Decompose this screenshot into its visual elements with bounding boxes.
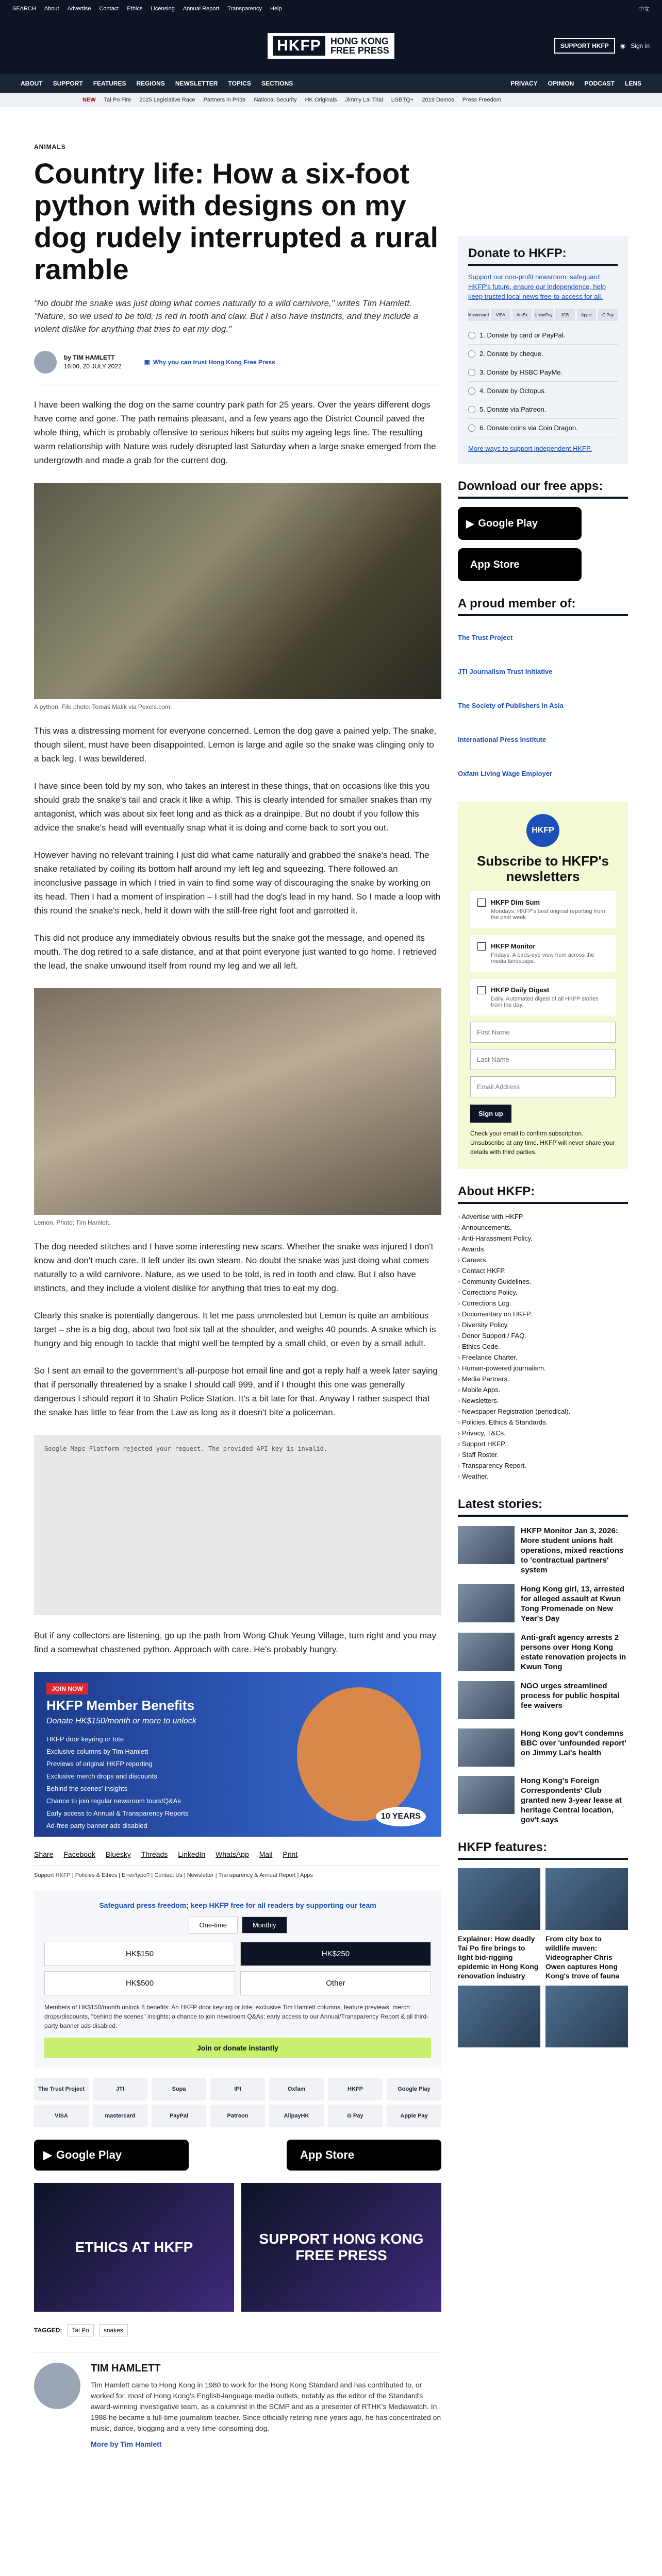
sign-up-button[interactable]: Sign up: [470, 1105, 511, 1123]
share-bar: [34, 1850, 441, 1866]
story-item[interactable]: [458, 1776, 628, 1825]
paragraph: However having no relevant training I just did what came naturally and grabbed the snake's head. The snake retaliated by coiling its bottom half around my left leg and squeezing. There followed an inconclusive passage in which I tried in vain to find some way of discouraging the snake by working on its head. Then I had a moment of inspiration – I still had the dog's lead in my hand. So I made a loop with this round the snake's neck, held it down with the still-free right foot and garrotted it.: [34, 850, 441, 916]
about-link[interactable]: › Newspaper Registration (periodical).: [458, 1406, 628, 1417]
about-link[interactable]: › Policies, Ethics & Standards.: [458, 1417, 628, 1428]
dog-photo: [34, 988, 441, 1215]
feature-image: [545, 1868, 628, 1930]
share-mail[interactable]: Mail: [259, 1850, 273, 1858]
newsletter-option[interactable]: HKFP Monitor Fridays. A birds-eye view from across the media landscape.: [470, 935, 616, 972]
contact-link[interactable]: Contact: [99, 6, 119, 12]
join-now-badge: JOIN NOW: [46, 1683, 88, 1694]
apps-title: Download our free apps:: [458, 479, 628, 499]
feature-image: [458, 1868, 540, 1930]
story-thumbnail: [458, 1728, 515, 1767]
ipi-logo: IPI: [210, 2078, 265, 2100]
alipay-logo: AlipayHK: [269, 2105, 324, 2127]
donate-title: Donate to HKFP:: [468, 246, 618, 266]
story-headline[interactable]: Anti-graft agency arrests 2 persons over Hong Kong estate renovation projects in Kwun Tong: [521, 1633, 626, 1671]
paragraph: But if any collectors are listening, go up the path from Wong Chuk Yeung Village, turn right and you may find a somewhat chastened python. Approach with care. He's probably hungry.: [34, 1631, 436, 1654]
paragraph: This was a distressing moment for everyone concerned. Lemon the dog gave a pained yelp. The snake, though silent, must have been disappointed. Lemon is large and agile so the snake was clinging only to a back leg. I was bewildered.: [34, 726, 437, 764]
author-info: [91, 2363, 441, 2448]
radio-icon: [468, 425, 475, 432]
story-thumbnail: [458, 1526, 515, 1564]
about-link[interactable]: › Advertise with HKFP.: [458, 1211, 628, 1222]
donate-text: [468, 272, 618, 301]
chinese-link[interactable]: 中文: [638, 6, 650, 12]
google-play-logo: Google Play: [387, 2078, 441, 2100]
newsletter-signup: [458, 802, 628, 1169]
trust-project-logo: The Trust Project: [34, 2078, 89, 2100]
share-print[interactable]: Print: [283, 1850, 298, 1858]
members-section: [458, 597, 628, 786]
visa-logo: VISA: [34, 2105, 89, 2127]
sopa-logo: Sopa: [152, 2078, 206, 2100]
donate-options: [468, 326, 618, 437]
annual-report-link[interactable]: Annual Report: [183, 6, 220, 12]
share-facebook[interactable]: Facebook: [63, 1850, 95, 1858]
newsletter-title: Subscribe to HKFP's newsletters: [476, 853, 609, 884]
more-by-author-link[interactable]: More by Tim Hamlett: [91, 2440, 162, 2448]
radio-icon: [468, 406, 475, 413]
benefit-item: Behind the scenes' insights: [46, 1785, 128, 1792]
article-footer-links[interactable]: Support HKFP | Policies & Ethics | Error/typo? | Contact Us | Newsletter | Transparency & Annual Report | Apps: [34, 1872, 313, 1878]
nav-item-privacy[interactable]: PRIVACY: [510, 80, 538, 87]
benefit-item: HKFP door keyring or tote: [46, 1735, 124, 1743]
more-ways-link[interactable]: More ways to support independent HKFP.: [468, 445, 592, 452]
map-embed-error: Google Maps Platform rejected your request. The provided API key is invalid.: [34, 1435, 441, 1615]
feature-card[interactable]: Explainer: How deadly Tai Po fire brings to light bid-rigging epidemic in Hong Kong renovation industry: [458, 1868, 540, 1980]
tab-monthly[interactable]: Monthly: [242, 1917, 287, 1934]
about-title: About HKFP:: [458, 1184, 628, 1204]
newsletter-fine-print: Check your email to confirm subscription. Unsubscribe at any time. HKFP will never share your details with third parties.: [470, 1130, 615, 1156]
card-logo: VISA: [491, 309, 510, 321]
benefit-item: Early access to Annual & Transparency Reports: [46, 1809, 189, 1817]
card-logo: Apple: [577, 309, 597, 321]
python-photo: [34, 483, 441, 699]
ethics-promo[interactable]: ETHICS AT HKFP: [34, 2183, 234, 2312]
join-donate-button[interactable]: Join or donate instantly: [44, 2038, 431, 2058]
article: [34, 107, 441, 2448]
share-label: Share: [34, 1850, 54, 1858]
benefit-item: Exclusive merch drops and discounts: [46, 1772, 157, 1780]
donate-option[interactable]: 2. Donate by cheque.: [468, 345, 618, 363]
main-nav: [0, 74, 662, 93]
donate-widget: [34, 1891, 441, 2069]
paragraph: I have since been told by my son, who takes an interest in these things, that on occasions like this you should grab the snake's tail and crack it like a whip. This is clearly intended for smaller snakes than my antagonist, which was about six feet long and as thick as a drainpipe. But no doubt if you follow this advice the snake's head will eventually snap what it is doing and come back to sort you out.: [34, 781, 432, 833]
story-thumbnail: [458, 1584, 515, 1622]
sign-in-link[interactable]: Sign in: [631, 42, 650, 49]
help-link[interactable]: Help: [270, 6, 282, 12]
mastercard-logo: mastercard: [93, 2105, 147, 2127]
logo-mark: HKFP: [273, 36, 325, 56]
about-link[interactable]: › Announcements.: [458, 1222, 628, 1233]
app-store-button[interactable]: App Store: [287, 2140, 441, 2171]
nav-item-opinion[interactable]: OPINION: [548, 80, 574, 87]
about-link[interactable]: › Awards.: [458, 1244, 628, 1255]
play-icon: ▶: [466, 518, 474, 530]
header-actions: [554, 38, 650, 54]
gpay-logo: G Pay: [328, 2105, 383, 2127]
nav-item-sections[interactable]: SECTIONS: [261, 80, 293, 87]
story-item[interactable]: [458, 1728, 628, 1767]
card-logo: JCB: [555, 309, 575, 321]
member-logo[interactable]: Oxfam Living Wage Employer: [458, 769, 553, 777]
trending-item[interactable]: Tai Po Fire: [104, 97, 131, 103]
apps-section: [458, 479, 628, 581]
feature-card[interactable]: From city box to wildlife maven: Videographer Chris Owen captures Hong Kong's trove of fauna: [545, 1868, 628, 1980]
article-title: Country life: How a six-foot python with designs on my dog rudely interrupted a rural ramble: [34, 157, 439, 285]
about-link[interactable]: About: [44, 6, 59, 12]
about-link[interactable]: › Weather.: [458, 1471, 628, 1482]
trust-link[interactable]: ▣ Why you can trust Hong Kong Free Press: [144, 359, 275, 366]
paragraph: Clearly this snake is potentially dangerous. It let me pass unmolested but Lemon is quite an ambitious target – she is a big dog, about two foot six tall at the shoulder, and weighs 40 pounds. A snake which is hungry and big enough to tackle that might well be tempted by a small child, or even by a small adult.: [34, 1311, 436, 1348]
benefit-item: Exclusive columns by Tim Hamlett: [46, 1748, 148, 1755]
feature-card[interactable]: [545, 1986, 628, 2052]
about-link[interactable]: › Diversity Policy.: [458, 1319, 628, 1330]
about-link[interactable]: › Documentary on HKFP.: [458, 1309, 628, 1319]
card-logo: UnionPay: [534, 309, 553, 321]
about-link[interactable]: › Newsletters.: [458, 1395, 628, 1406]
story-headline[interactable]: HKFP Monitor Jan 3, 2026: More student unions halt operations, mixed reactions to 'contractual partners' system: [521, 1527, 624, 1574]
story-item[interactable]: [458, 1633, 628, 1672]
about-link[interactable]: › Freelance Charter.: [458, 1352, 628, 1363]
trending-label: NEW: [82, 97, 96, 103]
article-category[interactable]: ANIMALS: [34, 143, 66, 150]
card-logos: [468, 309, 618, 321]
hkfp-logo-small: HKFP: [328, 2078, 383, 2100]
about-link[interactable]: › Anti-Harassment Policy.: [458, 1233, 628, 1244]
member-logo[interactable]: JTI Journalism Trust Initiative: [458, 667, 553, 675]
promo-banners: [34, 2183, 441, 2312]
newsletter-option[interactable]: HKFP Dim Sum Mondays. HKFP's best original reporting from the past week.: [470, 891, 616, 928]
trust-icon: ▣: [144, 359, 150, 366]
about-link[interactable]: › Mobile Apps.: [458, 1384, 628, 1395]
about-link[interactable]: › Donor Support / FAQ.: [458, 1330, 628, 1341]
applepay-logo: Apple Pay: [387, 2105, 441, 2127]
member-logo[interactable]: The Society of Publishers in Asia: [458, 701, 564, 709]
member-logos: [458, 624, 628, 786]
radio-icon: [468, 369, 475, 376]
oxfam-logo: Oxfam: [269, 2078, 324, 2100]
checkbox-icon[interactable]: [477, 899, 486, 907]
amount-option[interactable]: HK$250: [240, 1942, 431, 1966]
donate-option[interactable]: 4. Donate by Octopus.: [468, 382, 618, 400]
benefit-item: Previews of original HKFP reporting: [46, 1760, 153, 1768]
newsletter-option[interactable]: HKFP Daily Digest Daily. Automated digest of all HKFP stories from the day.: [470, 979, 616, 1015]
member-subtitle: Donate HK$150/month or more to unlock: [46, 1717, 196, 1725]
checkbox-icon[interactable]: [477, 986, 486, 994]
share-whatsapp[interactable]: WhatsApp: [216, 1850, 249, 1858]
about-link[interactable]: › Human-powered journalism.: [458, 1363, 628, 1374]
author-name[interactable]: TIM HAMLETT: [91, 2363, 161, 2374]
card-logo: G Pay: [598, 309, 618, 321]
nav-item-lens[interactable]: LENS: [624, 80, 641, 87]
about-link[interactable]: › Corrections Log.: [458, 1298, 628, 1309]
ethics-link[interactable]: Ethics: [127, 6, 143, 12]
app-buttons: [34, 2140, 441, 2171]
transparency-link[interactable]: Transparency: [227, 6, 262, 12]
paypal-logo: PayPal: [152, 2105, 206, 2127]
story-item[interactable]: [458, 1681, 628, 1719]
trending-item[interactable]: HK Originals: [305, 97, 337, 103]
paragraph: The dog needed stitches and I have some interesting new scars. Whether the snake was injured I don't know and don't much care. It left under its own steam. No doubt the snake was just doing what comes naturally to a wild carnivore. Nature, as we used to be told, is red in tooth and claw. But I also have instincts, and they include a violent dislike for anything that tries to eat my dog.: [34, 1242, 434, 1293]
more-ways-text: [468, 444, 618, 453]
support-promo[interactable]: SUPPORT HONG KONG FREE PRESS: [241, 2183, 441, 2312]
hkfp-logo[interactable]: [268, 33, 394, 59]
about-link[interactable]: › Staff Roster.: [458, 1449, 628, 1460]
byline: [34, 351, 441, 384]
nav-item-features[interactable]: FEATURES: [93, 80, 126, 87]
nav-item-about[interactable]: ABOUT: [21, 80, 43, 87]
publish-date: 16:00, 20 JULY 2022: [64, 363, 122, 370]
paragraph: So I sent an email to the government's all-purpose hot email line and got a reply half a week later saying that if personally threatened by a snake I should call 999, and if I thought this one was generally dangerous I should report it to Shatin Police Station. It's a bit late for that. Anyway I rather suspect that the snake has little to fear from the Law as long as it doesn't bite a policeman.: [34, 1366, 438, 1417]
photo-caption: Lemon. Photo: Tim Hamlett.: [34, 1219, 111, 1226]
about-link[interactable]: › Careers.: [458, 1255, 628, 1265]
nav-item-regions[interactable]: REGIONS: [136, 80, 165, 87]
benefit-item: Chance to join regular newsroom tours/Q&As: [46, 1797, 181, 1805]
feature-card[interactable]: [458, 1986, 540, 2052]
partner-and-payment-logos: [34, 2078, 441, 2127]
author-avatar[interactable]: [34, 351, 57, 374]
story-item[interactable]: [458, 1584, 628, 1623]
amount-option[interactable]: Other: [240, 1971, 431, 1995]
about-link[interactable]: › Privacy, T&Cs.: [458, 1428, 628, 1438]
share-linkedin[interactable]: LinkedIn: [178, 1850, 206, 1858]
trending-item[interactable]: Press Freedom: [462, 97, 501, 103]
licensing-link[interactable]: Licensing: [151, 6, 175, 12]
story-headline[interactable]: NGO urges streamlined process for public hospital fee waivers: [521, 1682, 620, 1710]
donate-option[interactable]: 1. Donate by card or PayPal.: [468, 326, 618, 345]
latest-title: Latest stories:: [458, 1497, 628, 1517]
about-link[interactable]: › Community Guidelines.: [458, 1276, 628, 1287]
story-item[interactable]: [458, 1526, 628, 1575]
trending-bar: [0, 93, 662, 107]
feature-image: [458, 1986, 540, 2047]
checkbox-icon[interactable]: [477, 942, 486, 951]
donate-option[interactable]: 5. Donate via Patreon.: [468, 400, 618, 419]
share-bluesky[interactable]: Bluesky: [105, 1850, 131, 1858]
hkfp-badge: HKFP: [526, 814, 559, 847]
nav-item-newsletter[interactable]: NEWSLETTER: [175, 80, 218, 87]
jti-logo: JTI: [93, 2078, 147, 2100]
article-lede: "No doubt the snake was just doing what comes naturally to a wild carnivore," writes Tim Hamlett. "Nature, so we used to be told, is red in tooth and claw. But I also have instincts, and they include a violent dislike for anything that tries to eat my dog.": [34, 298, 419, 334]
author-photo[interactable]: [34, 2363, 80, 2409]
story-thumbnail: [458, 1681, 515, 1719]
site-header: [0, 18, 662, 74]
amount-option[interactable]: HK$500: [44, 1971, 235, 1995]
story-headline[interactable]: Hong Kong girl, 13, arrested for alleged assault at Kwun Tong Promenade on New Year's Day: [521, 1585, 624, 1623]
story-headline[interactable]: Hong Kong's Foreign Correspondents' Club granted new 3-year lease at heritage Central location, gov't says: [521, 1776, 622, 1824]
radio-icon: [468, 387, 475, 395]
about-link[interactable]: › Contact HKFP.: [458, 1265, 628, 1276]
amount-option[interactable]: HK$150: [44, 1942, 235, 1966]
member-logo[interactable]: International Press Institute: [458, 735, 547, 743]
trending-item[interactable]: Jimmy Lai Trial: [345, 97, 383, 103]
advertise-link[interactable]: Advertise: [67, 6, 91, 12]
radio-icon: [468, 350, 475, 358]
trending-item[interactable]: National Security: [254, 97, 297, 103]
features-section: [458, 1840, 628, 2052]
story-headline[interactable]: Hong Kong gov't condemns BBC over 'unfounded report' on Jimmy Lai's health: [521, 1729, 626, 1757]
trending-item[interactable]: LGBTQ+: [391, 97, 414, 103]
card-logo: AmEx: [512, 309, 532, 321]
story-thumbnail: [458, 1633, 515, 1671]
author-bio: Tim Hamlett came to Hong Kong in 1980 to work for the Hong Kong Standard and has contributed to, or worked for, most of Hong Kong's English-language media outlets, notably as the editor of the Standard's award-winning investigative team, as a columnist in the SCMP and as a presenter of RTHK's Mediawatch. In 1988 he became a full-time journalism teacher. Since officially retiring nine years ago, he has concentrated on music, dance, blogging and a very time-consuming dog.: [91, 2381, 441, 2432]
support-hkfp-button[interactable]: SUPPORT HKFP: [554, 38, 615, 54]
tab-one-time[interactable]: One-time: [189, 1917, 238, 1934]
about-link[interactable]: › Transparency Report.: [458, 1460, 628, 1471]
member-benefits-banner[interactable]: [34, 1672, 441, 1837]
nav-item-podcast[interactable]: PODCAST: [584, 80, 615, 87]
sidebar: [458, 107, 628, 2052]
member-title: HKFP Member Benefits: [46, 1698, 195, 1713]
logo-name: HONG KONG FREE PRESS: [330, 36, 389, 56]
paragraph: This did not produce any immediately obvious results but the snake got the message, and opened its mouth. The dog retired to a safe distance, and at that point everyone just wanted to go home. I retrieved the lead, the snake unwound itself from round my leg and we all left.: [34, 933, 437, 971]
story-thumbnail: [458, 1776, 515, 1814]
paragraph: I have been walking the dog on the same country park path for 25 years. Over the years different dogs have come and gone. The path remains pleasant, and a few years ago the District Council paved the whole thing, which is probably offensive to serious hikers but suits my ageing legs fine. The resulting warm relationship with Nature was rudely disrupted last Saturday when a large snake emerged from the undergrowth and made a grab for the current dog.: [34, 400, 436, 465]
tag[interactable]: Tai Po: [67, 2324, 93, 2336]
donate-option[interactable]: 6. Donate coins via Coin Dragon.: [468, 419, 618, 437]
tag[interactable]: snakes: [99, 2324, 128, 2336]
user-icon[interactable]: ◉: [620, 42, 626, 49]
about-link[interactable]: › Media Partners.: [458, 1374, 628, 1384]
nav-item-support[interactable]: SUPPORT: [53, 80, 83, 87]
donate-option[interactable]: 3. Donate by HSBC PayMe.: [468, 363, 618, 382]
features-title: HKFP features:: [458, 1840, 628, 1860]
membership-note: Members of HK$150/month unlock 8 benefits: An HKFP door keyring or tote; exclusive Tim Hamlett columns, feature previews, merch drops/discounts, "behind the scenes" insights; a chance to join newsroom Q&As; early access to our Annual/Transparency Report & all third-party banner ads disabled.: [44, 2004, 429, 2029]
latest-stories: [458, 1497, 628, 1825]
byline-text: [64, 353, 122, 371]
trending-item[interactable]: 2019 Demos: [422, 97, 454, 103]
first-name-field[interactable]: First Name: [470, 1022, 616, 1043]
donate-link[interactable]: Support our non-profit newsroom: safeguard HKFP's future, ensure our independence, help keep trusted local news free-to-access for all.: [468, 273, 606, 300]
play-icon: ▶: [43, 2148, 52, 2161]
google-play-button[interactable]: ▶ Google Play: [34, 2140, 189, 2171]
frequency-tabs: [44, 1917, 431, 1934]
card-logo: Mastercard: [468, 309, 489, 321]
deer-mascot-illustration: [297, 1687, 421, 1821]
patreon-logo: Patreon: [210, 2105, 265, 2127]
photo-caption: A python. File photo: Tomáš Malík via Pexels.com.: [34, 703, 172, 710]
nav-item-topics[interactable]: TOPICS: [228, 80, 251, 87]
sidebar-google-play-button[interactable]: ▶ Google Play: [458, 507, 582, 540]
last-name-field[interactable]: Last Name: [470, 1049, 616, 1070]
donate-heading[interactable]: Safeguard press freedom; keep HKFP free for all readers by supporting our team: [99, 1901, 376, 1909]
email-field[interactable]: Email Address: [470, 1076, 616, 1097]
author-box: [34, 2352, 441, 2448]
sidebar-donate: [458, 236, 628, 464]
top-utility-bar: [0, 0, 662, 18]
about-link[interactable]: › Ethics Code.: [458, 1341, 628, 1352]
about-link[interactable]: › Corrections Policy.: [458, 1287, 628, 1298]
about-list: [458, 1211, 628, 1482]
ten-years-badge: 10 YEARS: [376, 1807, 426, 1826]
features-grid: [458, 1868, 628, 2052]
members-title: A proud member of:: [458, 597, 628, 616]
author-link[interactable]: by TIM HAMLETT: [64, 354, 115, 361]
amount-options: [44, 1942, 431, 1995]
tag-list: [34, 2324, 441, 2336]
share-threads[interactable]: Threads: [141, 1850, 168, 1858]
trending-item[interactable]: 2025 Legislative Race: [139, 97, 195, 103]
feature-image: [545, 1986, 628, 2047]
trending-item[interactable]: Partners in Pride: [203, 97, 246, 103]
sidebar-app-store-button[interactable]: App Store: [458, 548, 582, 581]
radio-icon: [468, 332, 475, 339]
benefit-item: Ad-free party banner ads disabled: [46, 1822, 147, 1829]
tagged-label: TAGGED:: [34, 2327, 62, 2334]
about-section: [458, 1184, 628, 1482]
about-link[interactable]: › Support HKFP.: [458, 1438, 628, 1449]
member-logo[interactable]: The Trust Project: [458, 633, 513, 641]
search-link[interactable]: SEARCH: [12, 6, 36, 12]
